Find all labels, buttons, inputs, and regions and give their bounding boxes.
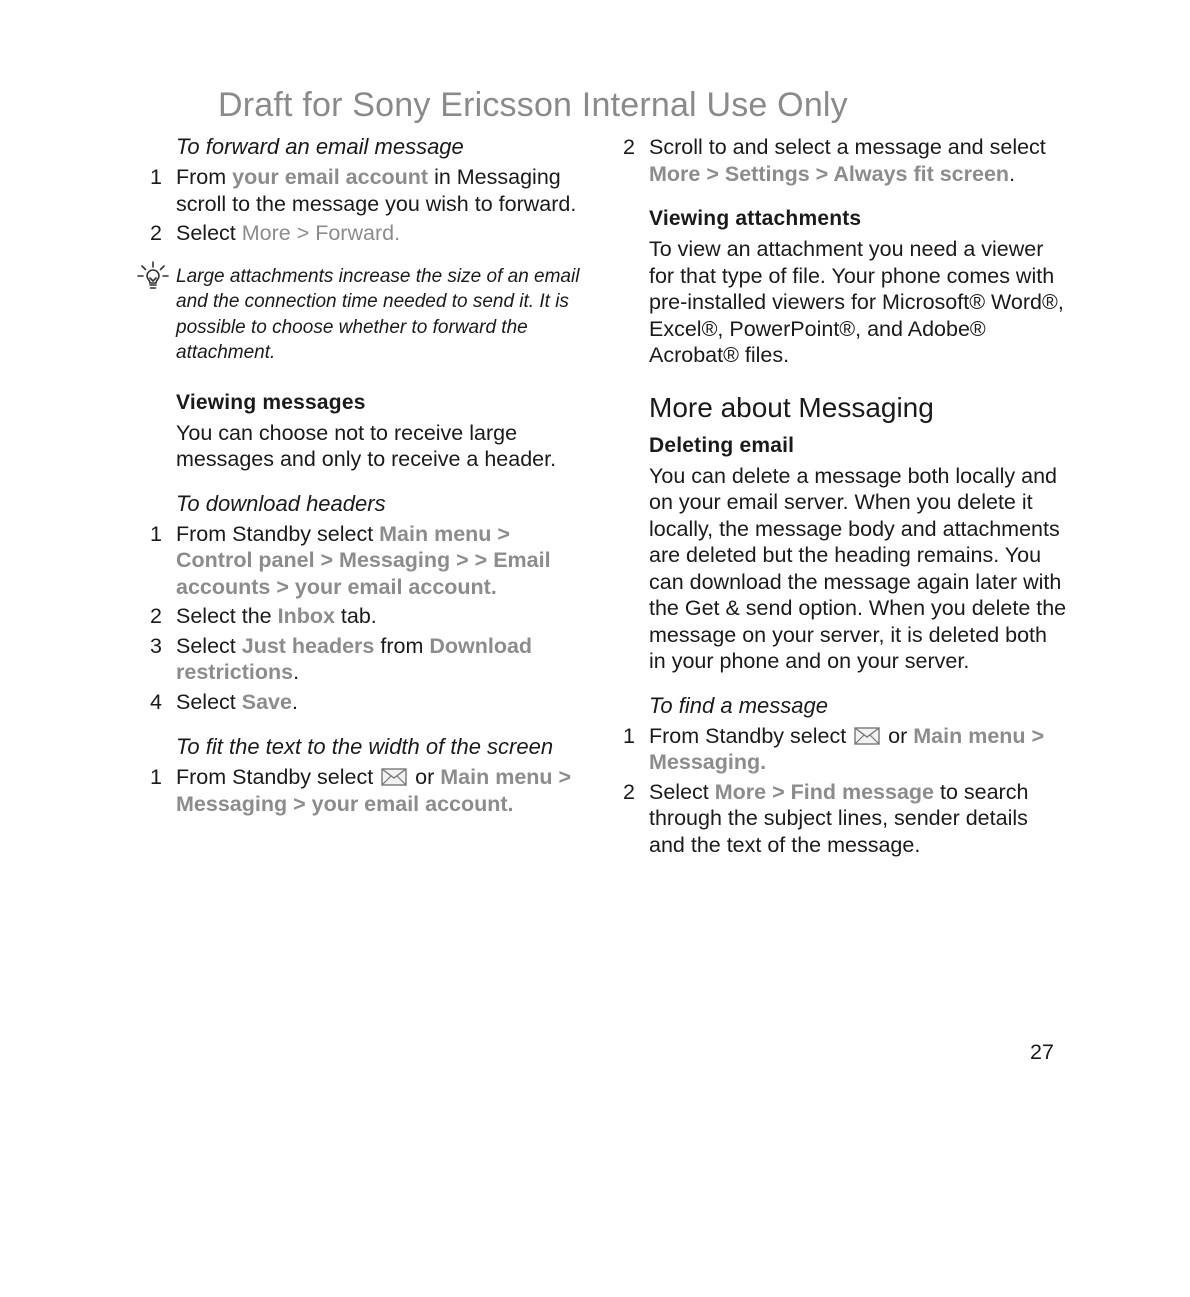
page-number: 27 <box>1030 1040 1054 1064</box>
viewing-messages-body: You can choose not to receive large messages and only to receive a header. <box>176 420 557 471</box>
menu-path: Main menu > Control panel > Messaging > > Email accounts > your email account. <box>176 521 551 599</box>
deleting-email-heading: Deleting email <box>649 433 795 457</box>
forward-steps <box>150 164 591 247</box>
menu-path: Download restrictions <box>176 633 533 684</box>
lightbulb-icon <box>136 260 170 294</box>
menu-path: Inbox <box>277 604 335 628</box>
viewing-attachments-heading: Viewing attachments <box>649 207 862 230</box>
download-headers-steps <box>150 521 591 716</box>
menu-path: Just headers <box>241 633 375 658</box>
fit-text-steps-continued <box>623 134 1069 187</box>
left-column <box>150 134 591 820</box>
menu-path: Main menu > Messaging > your email account. <box>176 765 572 816</box>
menu-path: More > Find message <box>714 779 934 804</box>
menu-path: your email account <box>232 165 429 189</box>
download-headers-title: To download headers <box>176 490 386 516</box>
list-item: 2 Select More > Forward. <box>150 221 401 245</box>
envelope-icon <box>381 768 407 786</box>
list-item: 2 Select More > Find message to search through the subject lines, sender details and the text of the message. <box>623 779 1029 857</box>
list-item: 1 From Standby select Main menu > Control panel > Messaging > > Email accounts > your email account. <box>150 521 551 599</box>
list-item: 2 Scroll to and select a message and select More > Settings > Always fit screen. <box>623 135 1046 186</box>
list-item: 4 Select Save. <box>150 689 298 714</box>
fit-text-steps <box>150 764 591 817</box>
more-about-messaging-heading: More about Messaging <box>649 391 934 423</box>
find-message-steps <box>623 723 1069 859</box>
viewing-messages-heading: Viewing messages <box>176 390 366 414</box>
list-item: 1 From Standby select or Main menu > Messaging > your email account. <box>150 765 572 816</box>
menu-path: More > Forward. <box>241 221 401 245</box>
menu-path: More > Settings > Always fit screen <box>649 161 1010 186</box>
fit-text-title: To fit the text to the width of the screen <box>176 734 554 759</box>
find-message-title: To find a message <box>649 692 828 718</box>
deleting-email-body: You can delete a message both locally and on your email server. When you delete it locally, the message body and attachments are deleted but the heading remains. You can download the message again later with the Get & send option. When you delete the message on your server, it is deleted both in your phone and on your server. <box>649 463 1067 673</box>
list-item: 1 From Standby select or Main menu > Messaging. <box>623 723 1045 774</box>
forward-title: To forward an email message <box>176 134 464 159</box>
tip-note: Large attachments increase the size of an email and the connection time needed to send it. It is possible to choose whether to forward the attachment. <box>176 264 591 366</box>
menu-path: Save <box>241 689 292 714</box>
list-item: 3 Select Just headers from Download restrictions. <box>150 633 533 684</box>
envelope-icon <box>854 727 880 745</box>
list-item: 2 Select the Inbox tab. <box>150 604 377 628</box>
draft-watermark: Draft for Sony Ericsson Internal Use Only <box>218 86 848 124</box>
right-column <box>623 134 1069 861</box>
viewing-attachments-body: To view an attachment you need a viewer for that type of file. Your phone comes with pre-installed viewers for Microsoft® Word®, Excel®, PowerPoint®, and Adobe® Acrobat® files. <box>649 237 1064 367</box>
list-item: 1 From your email account in Messaging scroll to the message you wish to forward. <box>150 165 577 216</box>
menu-path: Main menu > Messaging. <box>649 723 1045 774</box>
